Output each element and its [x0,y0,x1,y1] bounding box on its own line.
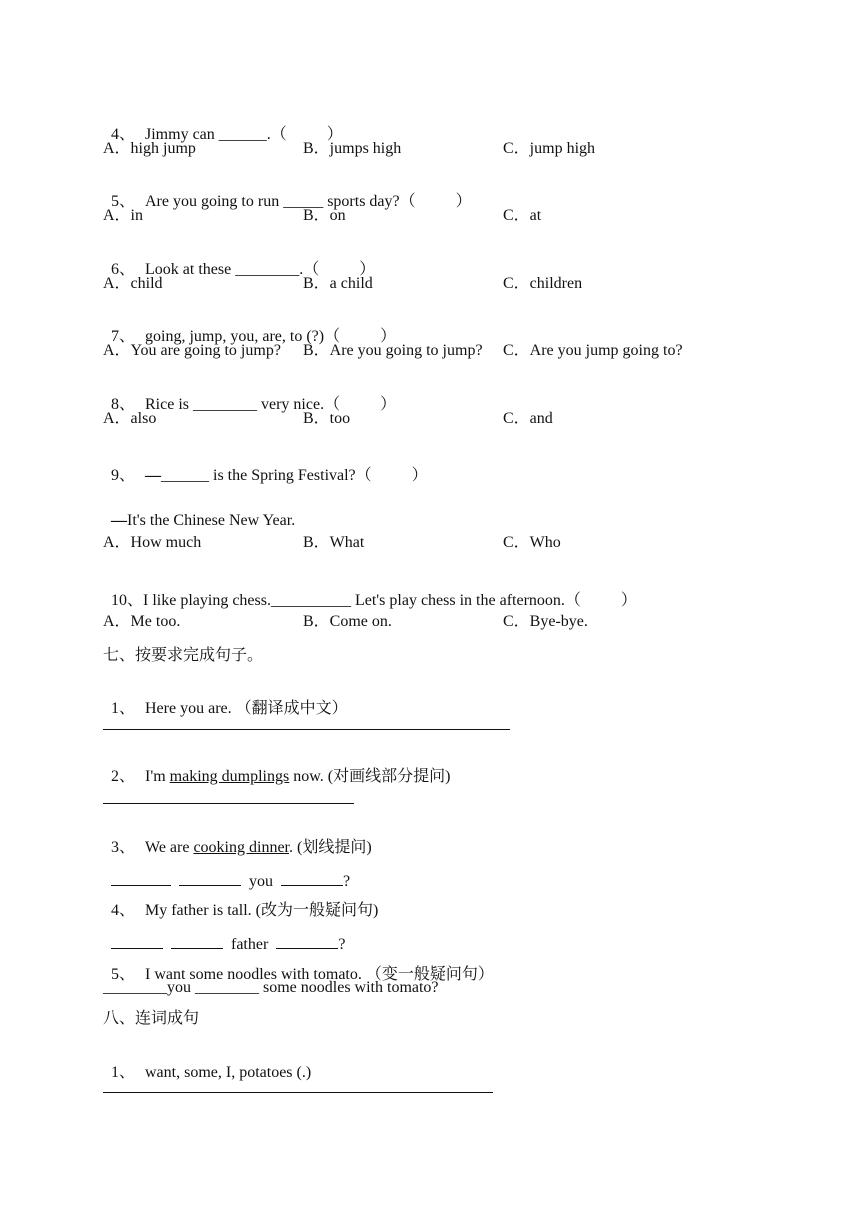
item-text: Here you are. （翻译成中文） [145,700,348,717]
question-number: 9、 [111,467,136,484]
item-number: 4、 [111,902,136,919]
question-text: Jimmy can ______.（ ） [145,126,343,143]
option-b[interactable]: B．What [303,534,365,551]
option-b[interactable]: B．too [303,410,351,427]
underlined-phrase: cooking dinner [193,839,289,856]
item-number: 1、 [111,700,136,717]
item-text-post: . (划线提问) [289,839,372,856]
item-text: want, some, I, potatoes (.) [145,1064,312,1081]
option-b[interactable]: B．Are you going to jump? [303,342,483,359]
item-text-pre: I'm [145,768,170,785]
section-8-heading: 八、连词成句 [103,1010,200,1027]
underlined-phrase: making dumplings [169,768,290,785]
option-c[interactable]: C．Who [503,534,561,551]
item-text: I want some noodles with tomato. （变一般疑问句） [145,966,494,983]
item-number: 5、 [111,966,136,983]
s7-item-2 [103,747,450,787]
item-text: My father is tall. (改为一般疑问句) [145,902,379,919]
question-text: Rice is ________ very nice.（ ） [145,396,397,413]
question-9 [103,446,428,486]
option-c[interactable]: C．Bye-bye. [503,613,588,630]
item-text-post: now. (对画线部分提问) [289,768,451,785]
reply-text: It's the Chinese New Year. [127,512,296,529]
item-number: 2、 [111,768,136,785]
question-text: 10、I like playing chess.__________ Let's play chess in the afternoon.（ ） [111,592,637,609]
answer-line[interactable] [103,729,510,730]
question-10 [103,571,637,611]
question-text: Are you going to run _____ sports day?（ ） [145,193,472,210]
option-b[interactable]: B．Come on. [303,613,392,630]
question-9-reply [103,491,295,531]
dialogue-dash: — [145,467,161,484]
option-b[interactable]: B．a child [303,275,373,292]
option-a[interactable]: A．in [103,207,144,224]
answer-line[interactable] [103,803,354,804]
section-7-heading: 七、按要求完成句子。 [103,647,264,664]
question-text: ______ is the Spring Festival?（ ） [161,467,428,484]
item-number: 3、 [111,839,136,856]
item-text-pre: We are [145,839,194,856]
question-number: 8、 [111,396,136,413]
question-number: 7、 [111,328,136,345]
question-number: 5、 [111,193,136,210]
option-c[interactable]: C．and [503,410,553,427]
option-a[interactable]: A．high jump [103,140,196,157]
option-c[interactable]: C．children [503,275,583,292]
answer-line[interactable] [103,1092,493,1093]
question-text: Look at these ________.（ ） [145,261,376,278]
s7-item-1 [103,679,348,719]
question-5 [103,172,472,212]
option-a[interactable]: A．child [103,275,163,292]
option-a[interactable]: A．How much [103,534,202,551]
option-c[interactable]: C．jump high [503,140,596,157]
option-a[interactable]: A．You are going to jump? [103,342,281,359]
question-number: 6、 [111,261,136,278]
answer-end: ? [343,873,351,890]
question-number: 4、 [111,126,136,143]
dialogue-dash: — [111,512,127,529]
answer-end: ? [338,936,346,953]
s7-item-5-answer[interactable]: ________you ________ some noodles with tomato? [103,979,439,996]
option-a[interactable]: A．Me too. [103,613,181,630]
answer-word: you [249,873,273,890]
option-a[interactable]: A．also [103,410,157,427]
option-c[interactable]: C．at [503,207,542,224]
s8-item-1 [103,1043,311,1083]
option-b[interactable]: B．jumps high [303,140,402,157]
option-b[interactable]: B．on [303,207,346,224]
option-c[interactable]: C．Are you jump going to? [503,342,683,359]
question-text: going, jump, you, are, to (?)（ ） [145,328,397,345]
item-number: 1、 [111,1064,136,1081]
answer-word: father [231,936,269,953]
